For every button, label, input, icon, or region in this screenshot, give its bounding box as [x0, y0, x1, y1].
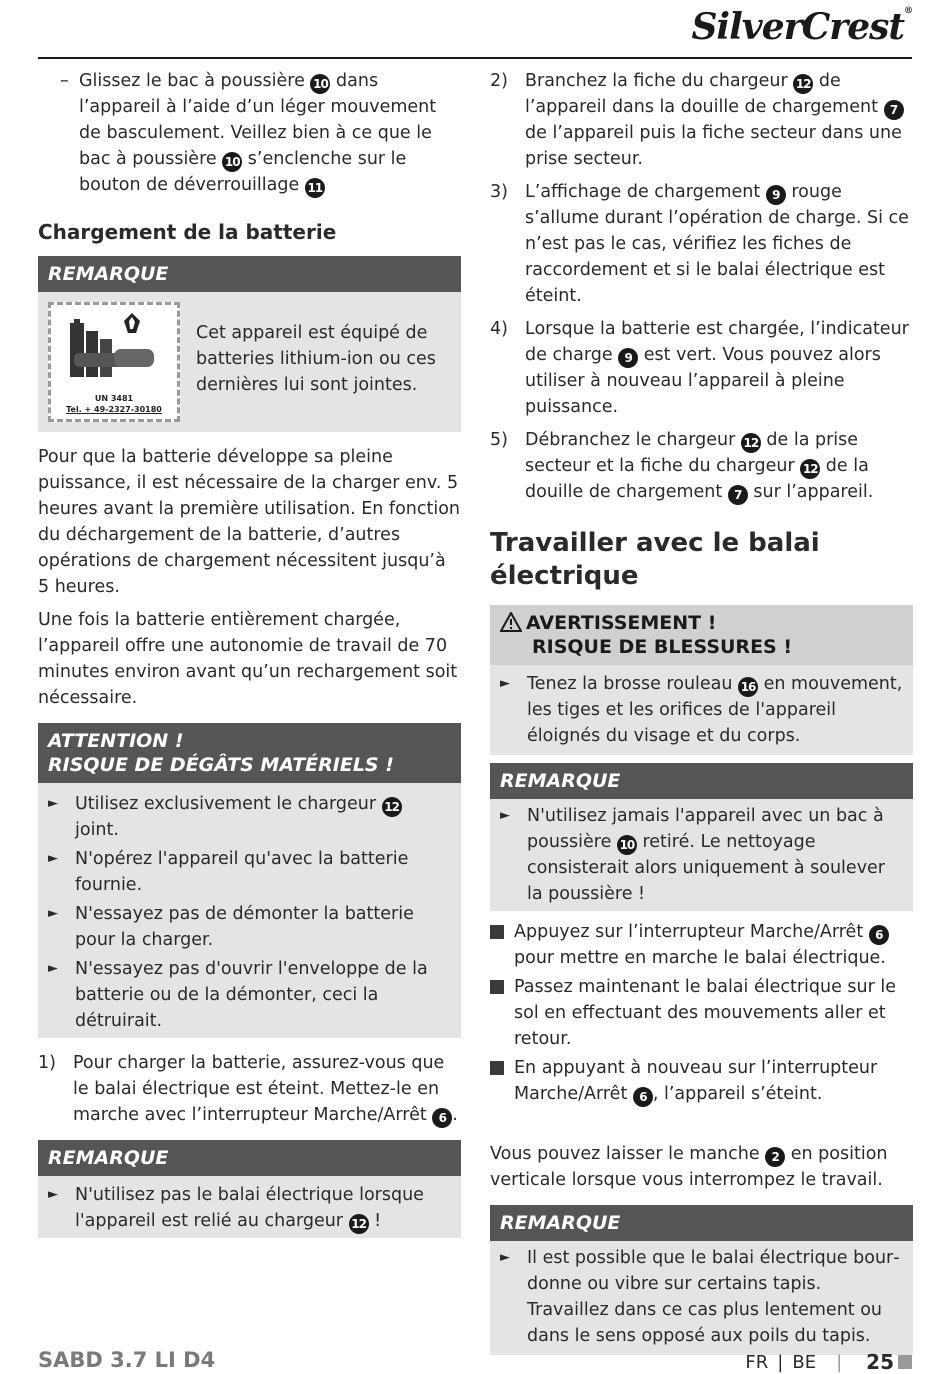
reference-number-icon: 9 — [618, 348, 638, 368]
page-marker — [898, 1355, 912, 1369]
intro-item: – Glissez le bac à poussière 10 dans l’appareil à l’aide d’un léger mouvement de basculement. Veillez bien à ce que le bac à poussière 10 s’enclenche sur le bouton de déverrouillage 11 — [38, 68, 461, 198]
intro-text: Glissez le bac à poussière 10 dans l’appareil à l’aide d’un léger mouvement de basculement. Veillez bien à ce que le bac à poussière 10 s’enclenche sur le bouton de déverrouillage 11 — [79, 71, 436, 195]
bullet-item: Appuyez sur l’interrupteur Marche/Arrêt 6 pour mettre en marche le balai électrique. — [490, 919, 913, 971]
section-heading-working: Travailler avec le balai électrique — [490, 528, 820, 591]
step-3: 3) L’affichage de chargement 9 rouge s’allume durant l’opération de charge. Si ce n’est pas le cas, vérifiez les fiches de raccordement et si le balai électrique est éteint. — [490, 182, 909, 306]
note-item: ► Il est possible que le balai électrique bourdonne ou vibre sur certains tapis. Travaillez dans ce cas plus lentement ou dans le sens opposé aux poils du tapis. — [500, 1248, 900, 1346]
reference-number-icon: 10 — [310, 74, 330, 94]
reference-number-icon: 7 — [728, 485, 748, 505]
reference-number-icon: 7 — [884, 100, 904, 120]
paragraph-autonomy: Une fois la batterie entièrement chargée, l’appareil offre une autonomie de travail de 70 minutes environ avant qu’un rechargement soit nécessaire. — [38, 610, 458, 708]
page-number: 25 — [866, 1350, 894, 1374]
right-column — [490, 68, 913, 1355]
reference-number-icon: 12 — [800, 459, 820, 479]
warning-title: AVERTISSEMENT ! RISQUE DE BLESSURES ! — [490, 605, 913, 665]
note-text: Cet appareil est équipé de batteries lithium-ion ou ces dernières lui sont jointes. — [196, 323, 436, 395]
language-fr: FR — [745, 1351, 769, 1373]
warning-item: ► Tenez la brosse rouleau 16 en mouvement, les tiges et les orifices de l'appareil éloignés du visage et du corps. — [500, 674, 903, 746]
attention-item: ► N'essayez pas de démonter la batterie pour la charger. — [48, 904, 414, 950]
battery-label-image — [48, 302, 180, 422]
reference-number-icon: 10 — [617, 835, 637, 855]
reference-number-icon: 2 — [765, 1147, 785, 1167]
reference-number-icon: 12 — [741, 433, 761, 453]
note-item: ► N'utilisez pas le balai électrique lorsque l'appareil est relié au chargeur 12 ! — [38, 1182, 451, 1234]
note-title: REMARQUE — [38, 256, 461, 292]
reference-number-icon: 12 — [382, 797, 402, 817]
reference-number-icon: 6 — [869, 925, 889, 945]
section-heading-charging: Chargement de la batterie — [38, 220, 337, 244]
paragraph-handle: Vous pouvez laisser le manche 2 en position verticale lorsque vous interrompez le travail. — [490, 1144, 888, 1190]
bullet-item: En appuyant à nouveau sur l’interrupteur Marche/Arrêt 6 , l’appareil s’éteint. — [490, 1055, 913, 1107]
warning-triangle-icon — [500, 612, 522, 632]
attention-box — [38, 723, 461, 1038]
note-box-carpet — [490, 1205, 913, 1355]
label-phone: Tel. + 49-2327-30180 — [66, 405, 162, 414]
language-be: BE — [792, 1351, 817, 1373]
note-item: ► N'utilisez jamais l'appareil avec un bac à poussière 10 retiré. Le nettoyage consisterait alors uniquement à soulever la poussière ! — [500, 806, 886, 904]
reference-number-icon: 9 — [766, 185, 786, 205]
reference-number-icon: 6 — [432, 1108, 452, 1128]
battery-icon — [54, 309, 174, 389]
bullet-item: Passez maintenant le balai électrique sur le sol en effectuant des mouvements aller et retour. — [490, 974, 913, 1052]
reference-number-icon: 12 — [349, 1214, 369, 1234]
page-footer: FR | BE | 25 — [745, 1350, 912, 1374]
header-rule — [38, 57, 912, 59]
attention-item: ► N'essayez pas d'ouvrir l'enveloppe de la batterie ou de la démonter, ceci la détruirait. — [48, 959, 428, 1031]
reference-number-icon: 12 — [793, 74, 813, 94]
brand-logo: SilverCrest® — [691, 6, 912, 48]
attention-item: ► Utilisez exclusivement le chargeur 12 joint. — [38, 791, 451, 843]
paragraph-charge-time: Pour que la batterie développe sa pleine puissance, il est nécessaire de la charger env. 5 heures avant la première utilisation. En fonction du déchargement de la batterie, d’autres opérations de chargement nécessitent jusqu’à 5 heures. — [38, 447, 461, 597]
note-box-battery — [38, 256, 461, 432]
note-box-charger — [38, 1140, 461, 1238]
note-title: REMARQUE — [490, 1205, 913, 1241]
note-title: REMARQUE — [38, 1140, 461, 1176]
reference-number-icon: 16 — [738, 677, 758, 697]
reference-number-icon: 6 — [633, 1087, 653, 1107]
step-2: 2) Branchez la fiche du chargeur 12 de l’appareil dans la douille de chargement 7 de l’appareil puis la fiche secteur dans une prise secteur. — [490, 71, 902, 169]
step-4: 4) Lorsque la batterie est chargée, l’indicateur de charge 9 est vert. Vous pouvez alors utiliser à nouveau l’appareil à pleine puissance. — [490, 319, 909, 417]
note-title: REMARQUE — [490, 763, 913, 799]
model-number: SABD 3.7 LI D4 — [38, 1348, 216, 1372]
attention-item: ► N'opérez l'appareil qu'avec la batterie fournie. — [48, 849, 409, 895]
label-code: UN 3481 — [94, 394, 134, 403]
step-1: 1) Pour charger la batterie, assurez-vous que le balai électrique est éteint. Mettez-le en marche avec l’interrupteur Marche/Arrêt 6 . — [38, 1050, 461, 1128]
reference-number-icon: 10 — [222, 152, 242, 172]
attention-title: ATTENTION ! RISQUE DE DÉGÂTS MATÉRIELS ! — [38, 723, 461, 783]
left-column — [38, 68, 461, 1238]
note-box-dust-bin — [490, 763, 913, 911]
reference-number-icon: 11 — [305, 178, 325, 198]
step-5: 5) Débranchez le chargeur 12 de la prise secteur et la fiche du chargeur 12 de la douille de chargement 7 sur l’appareil. — [490, 427, 913, 505]
warning-box — [490, 605, 913, 755]
